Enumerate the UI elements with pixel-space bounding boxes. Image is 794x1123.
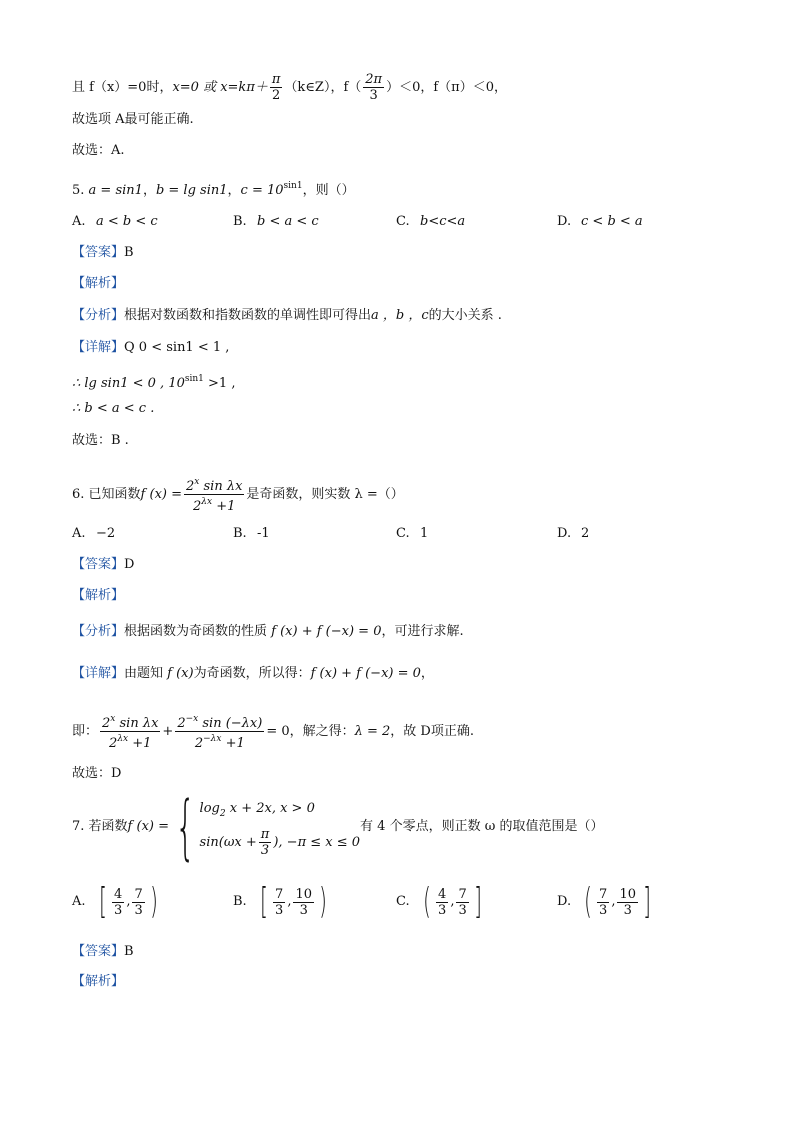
math-text: >1 , [203, 376, 236, 391]
option-label: B. [233, 214, 247, 229]
continuation-line-3: 故选：A. [72, 143, 125, 158]
exponent: −x [185, 714, 199, 724]
text: +1 [221, 736, 245, 751]
q7-option-c [396, 881, 485, 922]
subscript: 2 [219, 809, 226, 819]
left-bracket: ( [423, 881, 431, 922]
right-bracket: ) [319, 881, 327, 922]
q6-answer [72, 555, 134, 575]
q7-stem [72, 786, 604, 868]
q6-xiangjie [72, 664, 434, 684]
option-label: D. [557, 214, 572, 229]
option-label: A. [72, 526, 86, 541]
plus-sign: + [162, 724, 174, 739]
q7-option-b [233, 881, 330, 922]
fraction-pi-over-2 [270, 72, 283, 103]
numerator: 10 [295, 886, 313, 902]
fraction [436, 887, 448, 918]
option-text: b<c<a [420, 214, 466, 229]
left-bracket: [ [99, 881, 107, 922]
math-equation: f (x) + f (−x) = 0 [271, 624, 382, 639]
q5-number: 5. [72, 183, 89, 198]
answer-value: B [124, 944, 134, 959]
exponent: λx [117, 734, 129, 744]
math-text: λ = 2 [354, 724, 391, 739]
right-bracket: ) [149, 881, 158, 922]
fenxi-tag: 【分析】 [72, 308, 125, 323]
text: 的大小关系 . [428, 308, 502, 323]
exponent: sin1 [184, 374, 204, 384]
q5-b-definition: b = lg sin1 [155, 183, 228, 198]
option-text: 2 [581, 526, 590, 541]
piecewise-brace: { [175, 786, 196, 868]
fenxi-tag: 【分析】 [72, 624, 125, 639]
numerator: 7 [599, 886, 608, 902]
text: , −π ≤ x ≤ 0 [278, 835, 361, 850]
denominator: 3 [438, 902, 447, 918]
text: 由题知 [124, 666, 168, 681]
comma: , [450, 894, 455, 909]
option-label: B. [233, 894, 247, 909]
math-text: Q 0 < sin1 < 1 , [124, 340, 230, 355]
text: sin λx [115, 716, 159, 731]
text: ，故 D项正确. [390, 724, 474, 739]
option-text: −2 [96, 526, 116, 541]
q7-answer [72, 942, 134, 962]
numerator: 2π [365, 72, 383, 87]
option-text: c < b < a [581, 214, 643, 229]
q5-option-c [396, 212, 465, 232]
text: log [199, 801, 220, 816]
base: 2 [186, 479, 195, 494]
text: ，可进行求解. [381, 624, 464, 639]
text: 为奇函数，所以得： [193, 666, 311, 681]
denominator: 3 [134, 902, 143, 918]
denominator [100, 732, 160, 751]
option-label: B. [233, 526, 247, 541]
xiangjie-tag: 【详解】 [72, 340, 125, 355]
denominator: 3 [114, 902, 123, 918]
denominator: 3 [599, 902, 608, 918]
text: sin [199, 835, 219, 850]
q6-stem [72, 475, 404, 514]
comma: , [126, 894, 131, 909]
fraction [617, 887, 638, 918]
fraction [456, 887, 468, 918]
q6-number: 6. 已知函数 [72, 487, 141, 502]
denominator: 3 [299, 902, 308, 918]
text: ， [420, 666, 434, 681]
text: +1 [212, 499, 236, 514]
text: x=0 或 x=kπ＋ [172, 80, 268, 95]
base: 2 [102, 716, 111, 731]
math-text: = 0 [266, 724, 290, 739]
text: 根据对数函数和指数函数的单调性即可得出 [124, 308, 372, 323]
q6-fraction-1 [100, 712, 160, 751]
text: ）＜0，f（π）＜0， [386, 80, 507, 95]
answer-tag: 【答案】 [72, 245, 125, 260]
q6-option-d [557, 524, 589, 544]
q5-a-definition: a = sin1 [88, 183, 143, 198]
left-bracket: ( [584, 881, 592, 922]
fraction [273, 887, 285, 918]
answer-tag: 【答案】 [72, 944, 125, 959]
q6-jiexi-tag: 【解析】 [72, 588, 125, 603]
option-label: A. [72, 214, 86, 229]
q6-fraction [184, 475, 244, 514]
q6-fenxi [72, 622, 464, 642]
case-1 [200, 796, 361, 827]
right-bracket: ] [473, 881, 482, 922]
left-bracket: [ [260, 881, 268, 922]
option-label: D. [557, 526, 572, 541]
fraction-pi-over-3 [259, 827, 272, 858]
q7-option-d [557, 881, 654, 922]
variables: a ，b ，c [371, 308, 429, 323]
option-label: C. [396, 526, 410, 541]
numerator [184, 475, 244, 495]
fraction-2pi-over-3 [363, 72, 384, 103]
math-text: f (x) [167, 666, 194, 681]
text: （k∈Z），f（ [284, 80, 362, 95]
q7-jiexi-tag: 【解析】 [72, 974, 125, 989]
piecewise-cases [200, 796, 361, 858]
numerator [175, 712, 264, 732]
q6-fraction-2 [175, 712, 264, 751]
denominator: 3 [369, 88, 378, 103]
q5-step-2 [72, 369, 235, 394]
text: x + 2x, x > 0 [225, 801, 315, 816]
q6-equation-line [72, 712, 474, 751]
option-text: a < b < c [96, 214, 158, 229]
text: ，解之得： [289, 724, 355, 739]
q5-xiangjie [72, 338, 229, 358]
text: sin λx [199, 479, 243, 494]
fraction [293, 887, 314, 918]
fraction [597, 887, 609, 918]
q5-option-b [233, 212, 319, 232]
comma: , [611, 894, 616, 909]
q7-option-a [72, 881, 161, 922]
right-bracket: ] [643, 881, 651, 922]
q5-c-definition: c = 10 [240, 183, 284, 198]
exponent: −λx [203, 734, 222, 744]
numerator [100, 712, 160, 732]
denominator: 3 [623, 902, 632, 918]
q5-option-d [557, 212, 643, 232]
text: 是奇函数，则实数 λ =（） [246, 487, 404, 502]
option-text: -1 [257, 526, 270, 541]
numerator: π [271, 72, 281, 87]
option-label: A. [72, 894, 86, 909]
base: 2 [109, 736, 118, 751]
exponent: λx [201, 497, 213, 507]
numerator: 7 [275, 886, 284, 902]
numerator: 4 [438, 886, 447, 902]
numerator: 7 [134, 886, 143, 902]
case-2: sin(ωx + $\frac{\pi}{3}$ ), −π ≤ x ≤ 0 [199, 827, 361, 858]
function-name: f (x) = [127, 819, 169, 834]
answer-value: D [124, 557, 135, 572]
option-text: b < a < c [257, 214, 319, 229]
answer-tag: 【答案】 [72, 557, 125, 572]
denominator [184, 495, 244, 514]
fraction [132, 887, 144, 918]
denominator: 2 [271, 88, 281, 103]
base: 2 [194, 736, 204, 751]
q5-fenxi [72, 306, 502, 326]
q6-option-c [396, 524, 428, 544]
exponent: x [110, 714, 116, 724]
numerator: π [260, 827, 270, 842]
text: +1 [128, 736, 152, 751]
denominator: 3 [275, 902, 284, 918]
denominator: 3 [260, 843, 270, 858]
base: 2 [177, 716, 186, 731]
text: sin (−λx) [198, 716, 263, 731]
text: ，则（） [302, 183, 355, 198]
base: 2 [193, 499, 202, 514]
exponent: sin1 [283, 181, 303, 191]
text: 且 f（x）=0时， [72, 80, 173, 95]
option-label: D. [557, 894, 572, 909]
text: ωx + [223, 835, 257, 850]
denominator: 3 [458, 902, 467, 918]
text: 根据函数为奇函数的性质 [124, 624, 272, 639]
q5-answer [72, 243, 134, 263]
q5-option-a [72, 212, 158, 232]
text: 即： [72, 724, 99, 739]
q5-stem: 5. a = sin1，b = lg sin1，$c = 10^{sin1}$，则（） [72, 181, 355, 198]
denominator [175, 732, 264, 751]
function-name: f (x) = [140, 487, 182, 502]
numerator: 10 [619, 886, 637, 902]
text: 有 4 个零点，则正数 ω 的取值范围是（） [360, 819, 604, 834]
q6-option-a [72, 524, 115, 544]
math-text: ∴ lg sin1 < 0 , 10 [72, 376, 185, 391]
q7-number: 7. 若函数 [72, 819, 128, 834]
q5-jiexi-tag: 【解析】 [72, 276, 125, 291]
fraction [112, 887, 124, 918]
q5-conclusion: 故选：B . [72, 433, 129, 448]
q6-option-b [233, 524, 270, 544]
math-text: ∴ b < a < c . [72, 401, 155, 416]
math-equation: f (x) + f (−x) = 0 [310, 666, 421, 681]
q6-conclusion: 故选：D [72, 766, 122, 781]
comma: , [287, 894, 292, 909]
continuation-line-2: 故选项 A最可能正确. [72, 112, 194, 127]
continuation-line-1 [72, 72, 507, 103]
exponent: x [194, 477, 200, 487]
option-text: 1 [420, 526, 429, 541]
option-label: C. [396, 214, 410, 229]
option-label: C. [396, 894, 410, 909]
xiangjie-tag: 【详解】 [72, 666, 125, 681]
numerator: 7 [458, 886, 467, 902]
q5-step-3 [72, 399, 154, 419]
answer-value: B [124, 245, 134, 260]
numerator: 4 [114, 886, 123, 902]
